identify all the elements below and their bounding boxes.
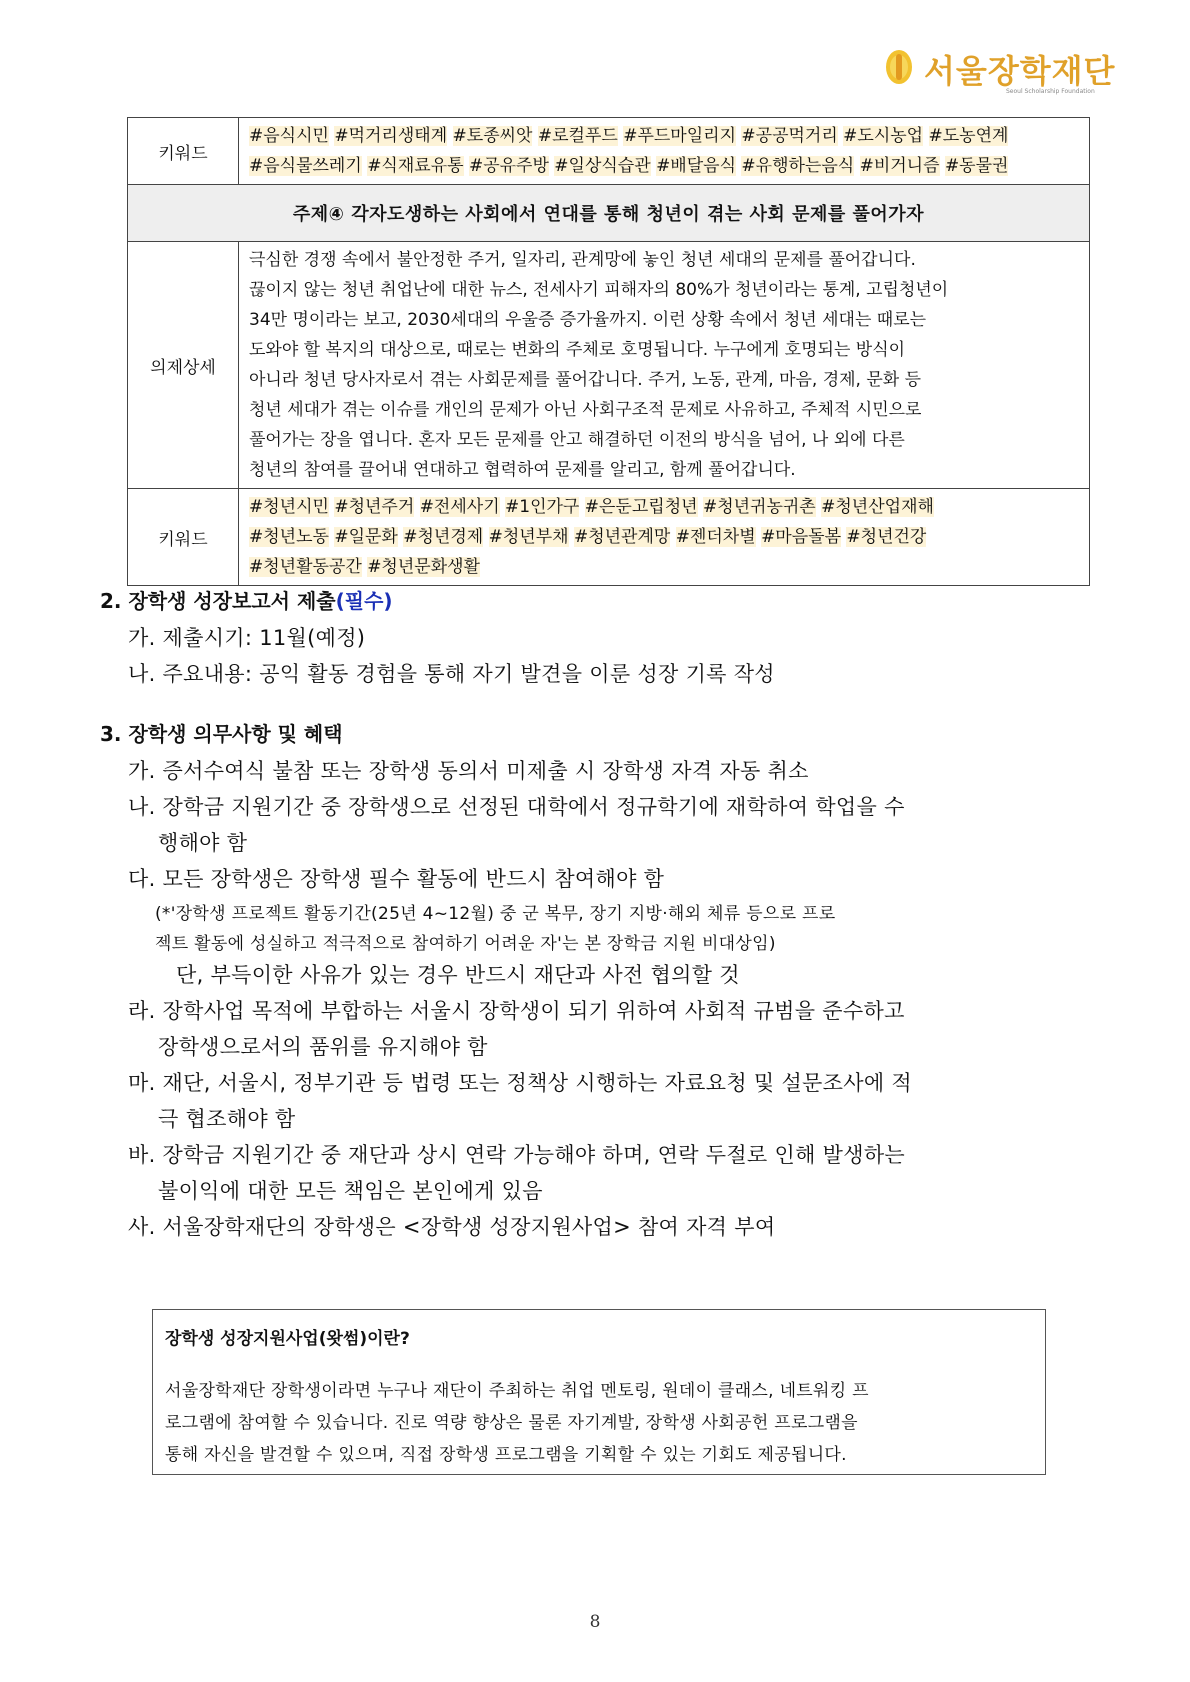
note-line: (*'장학생 프로젝트 활동기간(25년 4~12월) 중 군 복무, 장기 지방·해외 체류 등으로 프로 xyxy=(155,904,836,924)
emblem-icon xyxy=(884,48,914,86)
list-item-continued: 장학생으로서의 품위를 유지해야 함 xyxy=(158,1035,488,1059)
theme-heading: 주제④ 각자도생하는 사회에서 연대를 통해 청년이 겪는 사회 문제를 풀어가자 xyxy=(128,185,1090,242)
keyword-tag: #동물권 xyxy=(944,156,1009,176)
info-box-line: 서울장학재단 장학생이라면 누구나 재단이 주최하는 취업 멘토링, 원데이 클래스, 네트워킹 프 xyxy=(165,1381,869,1401)
detail-line: 도와야 할 복지의 대상으로, 때로는 변화의 주체로 호명됩니다. 누구에게 호명되는 방식이 xyxy=(249,340,906,360)
detail-line: 청년의 참여를 끌어내 연대하고 협력하여 문제를 알리고, 함께 풀어갑니다. xyxy=(249,460,796,480)
table-row xyxy=(128,242,1090,489)
detail-label: 의제상세 xyxy=(128,242,239,489)
note-line: 젝트 활동에 성실하고 적극적으로 참여하기 어려운 자'는 본 장학금 지원 비대상임) xyxy=(155,934,776,954)
keyword-tag: #은둔고립청년 xyxy=(584,497,698,517)
keyword-tag: #도농연계 xyxy=(928,126,1009,146)
keyword-tag: #청년건강 xyxy=(846,527,927,547)
list-item: 사. 서울장학재단의 장학생은 <장학생 성장지원사업> 참여 자격 부여 xyxy=(128,1215,776,1239)
keyword-tag: #푸드마일리지 xyxy=(623,126,736,146)
keyword-tag: #배달음식 xyxy=(656,156,736,176)
list-item: 나. 주요내용: 공익 활동 경험을 통해 자기 발견을 이룬 성장 기록 작성 xyxy=(128,662,775,686)
table-row xyxy=(128,185,1090,242)
list-item-continued: 단, 부득이한 사유가 있는 경우 반드시 재단과 사전 협의할 것 xyxy=(176,963,740,987)
list-item-continued: 불이익에 대한 모든 책임은 본인에게 있음 xyxy=(158,1179,543,1203)
keyword-tag: #음식물쓰레기 xyxy=(249,156,362,176)
keyword-tag: #유행하는음식 xyxy=(741,156,855,176)
keyword-label: 키워드 xyxy=(128,489,239,586)
keyword-tag: #전세사기 xyxy=(419,497,500,517)
keyword-tag: #식재료유통 xyxy=(367,156,464,176)
list-item-continued: 극 협조해야 함 xyxy=(158,1107,296,1131)
info-box-line: 통해 자신을 발견할 수 있으며, 직접 장학생 프로그램을 기획할 수 있는 기회도 제공됩니다. xyxy=(165,1445,847,1465)
section-2-title-text: 2. 장학생 성장보고서 제출 xyxy=(100,589,336,613)
list-item: 가. 증서수여식 불참 또는 장학생 동의서 미제출 시 장학생 자격 자동 취소 xyxy=(128,759,809,783)
required-badge: (필수) xyxy=(335,589,393,613)
keyword-tag: #일상식습관 xyxy=(554,156,651,176)
keyword-tag: #청년주거 xyxy=(334,497,415,517)
detail-line: 풀어가는 장을 엽니다. 혼자 모든 문제를 안고 해결하던 이전의 방식을 넘어, 나 외에 다른 xyxy=(249,430,905,450)
detail-line: 34만 명이라는 보고, 2030세대의 우울증 증가율까지. 이런 상황 속에서 청년 세대는 때로는 xyxy=(249,310,927,330)
keyword-tag: #일문화 xyxy=(334,527,398,547)
keyword-cell xyxy=(239,118,1090,185)
keyword-tag: #공공먹거리 xyxy=(741,126,838,146)
keyword-cell xyxy=(239,489,1090,586)
keyword-line xyxy=(249,522,1079,552)
list-item: 바. 장학금 지원기간 중 재단과 상시 연락 가능해야 하며, 연락 두절로 인해 발생하는 xyxy=(128,1143,905,1167)
keyword-tag: #청년산업재해 xyxy=(821,497,934,517)
keyword-tag: #청년문화생활 xyxy=(367,557,480,577)
info-box xyxy=(152,1309,1046,1475)
keyword-tag: #청년경제 xyxy=(403,527,484,547)
foundation-logo xyxy=(884,46,1116,98)
keyword-tag: #먹거리생태계 xyxy=(334,126,448,146)
keyword-tag: #청년노동 xyxy=(249,527,329,547)
keyword-tag: #청년부채 xyxy=(488,527,569,547)
logo-text: 서울장학재단 xyxy=(924,52,1116,90)
list-item: 나. 장학금 지원기간 중 장학생으로 선정된 대학에서 정규학기에 재학하여 학업을 수 xyxy=(128,795,905,819)
page-number: 8 xyxy=(589,1612,601,1632)
keyword-line xyxy=(249,151,1079,181)
detail-cell xyxy=(239,242,1090,489)
keyword-tag: #비거니즘 xyxy=(859,156,940,176)
section-3-title: 3. 장학생 의무사항 및 혜택 xyxy=(100,722,343,746)
keyword-tag: #청년귀농귀촌 xyxy=(702,497,816,517)
keyword-tag: #청년관계망 xyxy=(573,527,671,547)
logo-subtitle: Seoul Scholarship Foundation xyxy=(1006,88,1095,95)
keyword-tag: #1인가구 xyxy=(505,497,580,517)
keyword-label: 키워드 xyxy=(128,118,239,185)
list-item: 다. 모든 장학생은 장학생 필수 활동에 반드시 참여해야 함 xyxy=(128,867,665,891)
section-2-title xyxy=(100,585,393,614)
detail-line: 끊이지 않는 청년 취업난에 대한 뉴스, 전세사기 피해자의 80%가 청년이라는 통계, 고립청년이 xyxy=(249,280,949,300)
keyword-tag: #청년시민 xyxy=(249,497,329,517)
list-item: 가. 제출시기: 11월(예정) xyxy=(128,626,366,650)
keyword-tag: #로컬푸드 xyxy=(537,126,618,146)
info-box-line: 로그램에 참여할 수 있습니다. 진로 역량 향상은 물론 자기계발, 장학생 사회공헌 프로그램을 xyxy=(165,1413,858,1433)
list-item: 라. 장학사업 목적에 부합하는 서울시 장학생이 되기 위하여 사회적 규범을 준수하고 xyxy=(128,999,905,1023)
keyword-line xyxy=(249,552,1079,582)
keyword-tag: #도시농업 xyxy=(843,126,924,146)
table-row xyxy=(128,489,1090,586)
keyword-line xyxy=(249,492,1079,522)
table-row xyxy=(128,118,1090,185)
keyword-tag: #마음돌봄 xyxy=(761,527,841,547)
agenda-table xyxy=(127,117,1090,586)
keyword-tag: #토종씨앗 xyxy=(452,126,533,146)
keyword-tag: #청년활동공간 xyxy=(249,557,362,577)
keyword-tag: #음식시민 xyxy=(249,126,329,146)
keyword-line xyxy=(249,121,1079,151)
detail-line: 청년 세대가 겪는 이슈를 개인의 문제가 아닌 사회구조적 문제로 사유하고, 주체적 시민으로 xyxy=(249,400,922,420)
list-item: 마. 재단, 서울시, 정부기관 등 법령 또는 정책상 시행하는 자료요청 및 설문조사에 적 xyxy=(128,1071,912,1095)
detail-line: 아니라 청년 당사자로서 겪는 사회문제를 풀어갑니다. 주거, 노동, 관계, 마음, 경제, 문화 등 xyxy=(249,370,922,390)
info-box-title: 장학생 성장지원사업(왓썸)이란? xyxy=(165,1329,410,1349)
detail-line: 극심한 경쟁 속에서 불안정한 주거, 일자리, 관계망에 놓인 청년 세대의 문제를 풀어갑니다. xyxy=(249,250,916,270)
keyword-tag: #공유주방 xyxy=(468,156,549,176)
keyword-tag: #젠더차별 xyxy=(675,527,756,547)
list-item-continued: 행해야 함 xyxy=(158,831,248,855)
